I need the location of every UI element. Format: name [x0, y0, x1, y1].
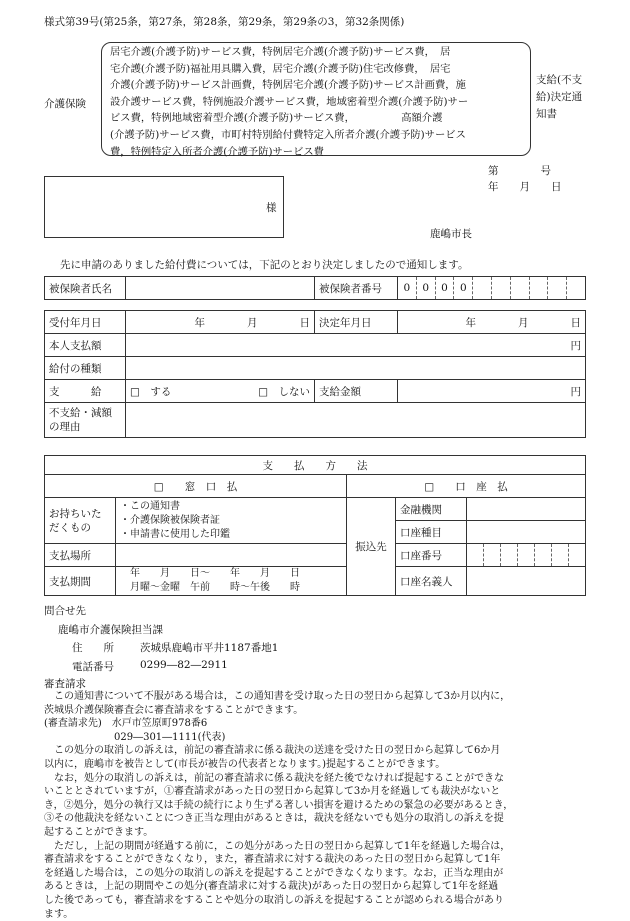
review-line: なお，処分の取消しの訴えは，前記の審査請求に係る裁決を経た後でなければ提起することができな — [44, 772, 604, 786]
insured-name-label: 被保険者氏名 — [45, 277, 126, 300]
insurance-label: 介護保険 — [44, 96, 86, 111]
benefit-line: 費，特例特定入所者介護(介護予防)サービス費 — [110, 144, 528, 161]
payment-method-table — [44, 455, 586, 596]
period-line: 年 月 日～ 年 月 日 — [130, 567, 342, 581]
benefit-line: 宅介護(介護予防)福祉用具購入費，居宅介護(介護予防)住宅改修費， 居宅 — [110, 61, 528, 78]
digit-cell — [510, 277, 529, 299]
bring-items-list — [116, 498, 347, 544]
account-digit-cell — [534, 544, 551, 566]
review-line: を経過した場合は，この処分の取消しの訴えを提起することができなくなります。なお，正当な理由が — [44, 867, 604, 881]
transfer-label: 振込先 — [347, 498, 396, 596]
payment-period-value[interactable] — [116, 567, 347, 596]
contact-phone-label: 電話番号 — [72, 659, 114, 674]
benefit-kind-value[interactable] — [126, 357, 586, 380]
account-digit-cell — [483, 544, 500, 566]
review-line: いこととされていますが，①審査請求があった日の翌日から起算して3か月を経過しても裁決がないと — [44, 785, 604, 799]
benefit-types-block — [110, 44, 528, 160]
decision-label-line: 給)決定通 — [536, 89, 582, 106]
review-heading: 審査請求 — [44, 676, 86, 691]
review-line: き，②処分，処分の執行又は手続の続行により生ずる著しい損害を避けるための緊急の必要があるとき， — [44, 799, 604, 813]
bank-value[interactable] — [467, 498, 586, 521]
bring-item: ・申請書に使用した印鑑 — [120, 528, 342, 542]
bring-label-line: お持ちいた — [49, 507, 111, 521]
decision-label-line: 支給(不支 — [536, 72, 582, 89]
payment-period-label: 支払期間 — [45, 567, 116, 596]
review-line: 以内に，鹿嶋市を被告として(市長が被告の代表者となります。)提起することができます。 — [44, 758, 604, 772]
review-line: この処分の取消しの訴えは，前記の審査請求に係る裁決の送達を受けた日の翌日から起算して6か月 — [44, 744, 604, 758]
digit-cell — [529, 277, 548, 299]
addressee-suffix: 様 — [266, 200, 277, 215]
insured-table — [44, 276, 586, 300]
reason-label-line: の理由 — [49, 420, 121, 434]
account-type-label: 口座種目 — [396, 521, 467, 544]
issuer: 鹿嶋市長 — [430, 226, 472, 241]
payment-label: 支 給 — [45, 380, 126, 403]
digit-cell — [547, 277, 566, 299]
bring-label-line: だくもの — [49, 521, 111, 535]
review-line: 茨城県介護保険審査会に審査請求をすることができます。 — [44, 704, 604, 718]
digit-cell: 0 — [416, 277, 435, 299]
bring-item: ・介護保険被保険者証 — [120, 514, 342, 528]
paid-amount-label: 本人支払額 — [45, 334, 126, 357]
reason-label — [45, 403, 126, 438]
decision-table — [44, 310, 586, 438]
digit-cell: 0 — [398, 277, 416, 299]
contact-phone: 0299―82―2911 — [140, 659, 228, 671]
review-line: 審査請求をすることができなくなり，また，審査請求に対する裁決のあった日の翌日から起算して1年 — [44, 853, 604, 867]
payment-method-title: 支 払 方 法 — [45, 456, 586, 475]
bring-items-label — [45, 498, 116, 544]
decided-date-label: 決定年月日 — [315, 311, 398, 334]
received-date-label: 受付年月日 — [45, 311, 126, 334]
review-line: この通知書について不服がある場合は，この通知書を受け取った日の翌日から起算して3か月以内に， — [44, 690, 604, 704]
payment-place-label: 支払場所 — [45, 544, 116, 567]
account-digit-cell — [467, 544, 483, 566]
review-line: ③その他裁決を経ないことにつき正当な理由があるときは，裁決を経ないでも処分の取消しの訴えを提 — [44, 812, 604, 826]
bank-label: 金融機関 — [396, 498, 467, 521]
digit-cell — [491, 277, 510, 299]
paid-amount-value[interactable]: 円 — [126, 334, 586, 357]
received-date-value[interactable]: 年 月 日 — [126, 311, 315, 334]
benefit-line: ビス費，特例地域密着型介護(介護予防)サービス費， 高額介護 — [110, 110, 528, 127]
reason-value[interactable] — [126, 403, 586, 438]
contact-address: 茨城県鹿嶋市平井1187番地1 — [140, 640, 278, 655]
insured-name-field[interactable] — [126, 277, 315, 300]
decision-notice-label — [536, 72, 582, 123]
intro-text: 先に申請のありました給付費については，下記のとおり決定しましたので通知します。 — [60, 257, 468, 272]
document-number: 第 号 — [488, 163, 551, 178]
payment-amount-value[interactable]: 円 — [398, 380, 586, 403]
review-line: (審査請求先) 水戸市笠原町978番6 — [44, 717, 604, 731]
contact-office: 鹿嶋市介護保険担当課 — [58, 622, 163, 637]
review-line: 起することができます。 — [44, 826, 604, 840]
form-number: 様式第39号(第25条，第27条，第28条，第29条，第29条の3，第32条関係) — [44, 14, 404, 29]
payment-place-value[interactable] — [116, 544, 347, 567]
review-line: ます。 — [44, 908, 604, 921]
account-type-value[interactable] — [467, 521, 586, 544]
digit-cell: 0 — [435, 277, 454, 299]
reason-label-line: 不支給・減額 — [49, 406, 121, 420]
review-line: あるときは，上記の期間やこの処分(審査請求に対する裁決)があった日の翌日から起算して1年を経過 — [44, 880, 604, 894]
addressee-box[interactable] — [44, 176, 284, 238]
insured-number-label: 被保険者番号 — [315, 277, 398, 300]
digit-cell — [472, 277, 491, 299]
document-date: 年 月 日 — [488, 179, 562, 194]
benefit-line: 介護(介護予防)サービス計画費，特例居宅介護(介護予防)サービス計画費，施 — [110, 77, 528, 94]
account-digit-cell — [568, 544, 585, 566]
account-holder-label: 口座名義人 — [396, 567, 467, 596]
benefit-line: 設介護サービス費，特例施設介護サービス費，地域密着型介護(介護予防)サー — [110, 94, 528, 111]
account-holder-value[interactable] — [467, 567, 586, 596]
benefit-kind-label: 給付の種類 — [45, 357, 126, 380]
account-digit-cell — [517, 544, 534, 566]
payment-options — [126, 380, 315, 403]
period-line: 月曜～金曜 午前 時～午後 時 — [130, 581, 342, 595]
contact-address-label: 住 所 — [72, 640, 114, 655]
benefit-line: (介護予防)サービス費，市町村特別給付費特定入所者介護(介護予防)サービス — [110, 127, 528, 144]
payment-amount-label: 支給金額 — [315, 380, 398, 403]
bring-item: ・この通知書 — [120, 500, 342, 514]
review-line: 029―301―1111(代表) — [44, 731, 604, 745]
account-digit-cell — [500, 544, 517, 566]
contact-heading: 問合せ先 — [44, 603, 86, 618]
insured-number-field[interactable] — [398, 277, 586, 300]
digit-cell — [566, 277, 585, 299]
review-text — [44, 690, 604, 921]
option-yes-checkbox[interactable]: □ する — [130, 386, 171, 398]
account-number-field[interactable] — [467, 544, 586, 567]
account-payment-option[interactable]: □ 口 座 払 — [347, 475, 586, 498]
account-number-label: 口座番号 — [396, 544, 467, 567]
benefit-line: 居宅介護(介護予防)サービス費，特例居宅介護(介護予防)サービス費， 居 — [110, 44, 528, 61]
decided-date-value[interactable]: 年 月 日 — [398, 311, 586, 334]
option-no-checkbox[interactable]: □ しない — [258, 384, 310, 399]
counter-payment-option[interactable]: □ 窓 口 払 — [45, 475, 347, 498]
decision-label-line: 知書 — [536, 106, 582, 123]
digit-cell: 0 — [453, 277, 472, 299]
review-line: した後であっても，審査請求をすることや処分の取消しの訴えを提起することが認められる場合があり — [44, 894, 604, 908]
account-digit-cell — [551, 544, 568, 566]
review-line: ただし，上記の期間が経過する前に，この処分があった日の翌日から起算して1年を経過した場合は， — [44, 840, 604, 854]
